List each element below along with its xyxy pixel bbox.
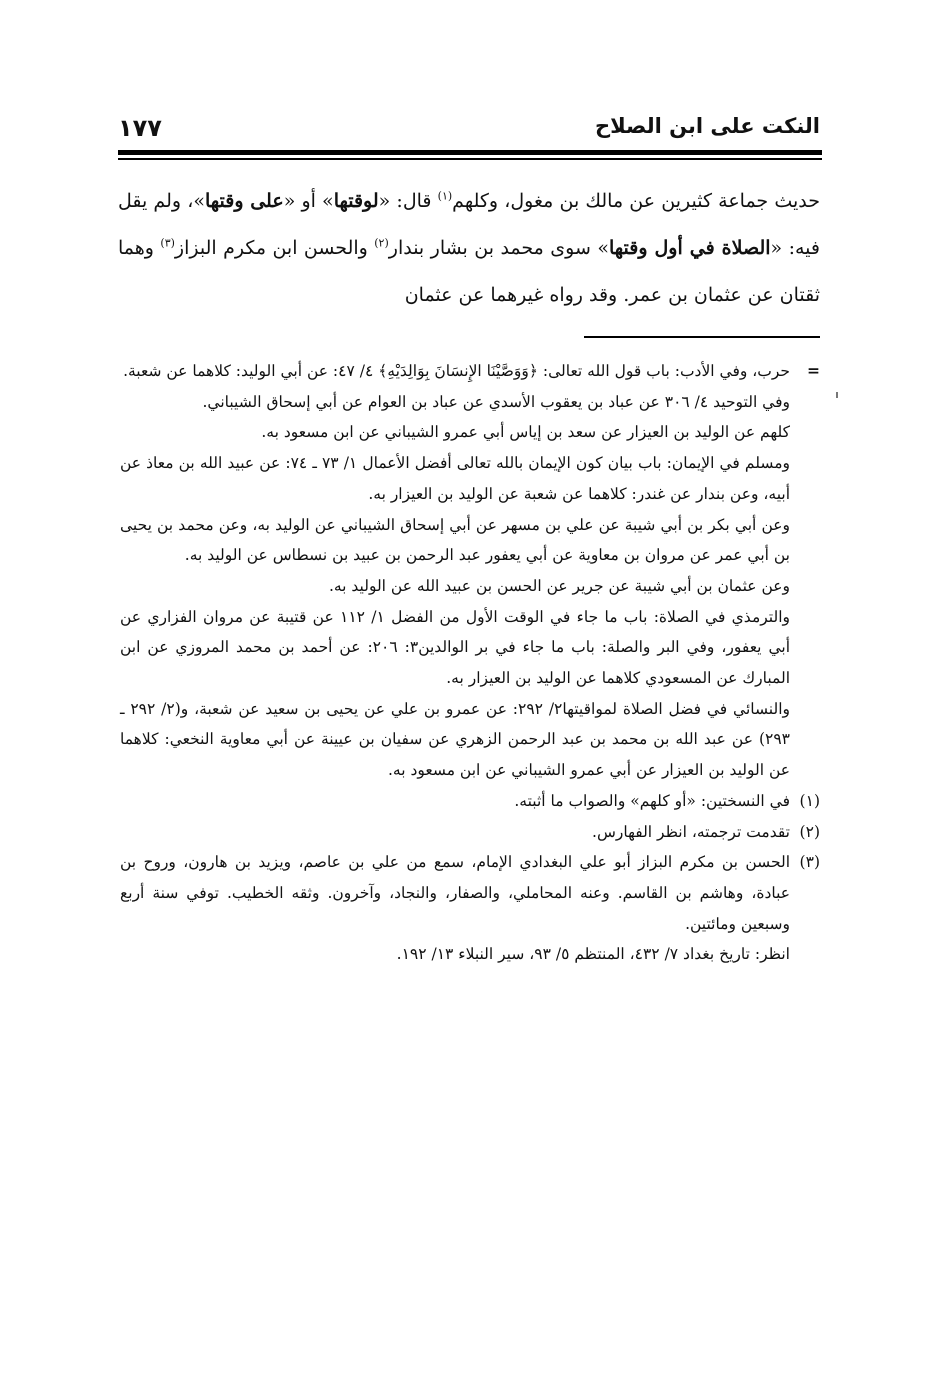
note-paragraph: حرب، وفي الأدب: باب قول الله تعالى: ﴿وَوَصَّيْنَا الإِنسَانَ بِوَالِدَيْهِ﴾ ٤/ ٤٧: عن أبي الوليد: كلاهما عن شعبة. — [123, 362, 790, 380]
main-text-segment: »، ولم يقل فيه: « — [118, 190, 820, 259]
footnote-text: في النسختين: «أو كلهم» والصواب ما أثبته. — [514, 791, 790, 810]
page-header — [118, 108, 820, 148]
note-paragraph: وعن عثمان بن أبي شيبة عن جرير عن الحسن بن عبيد الله عن الوليد به. — [328, 576, 790, 595]
footnote-number: (١) — [799, 791, 820, 810]
reference-list: انظر: تاريخ بغداد ٧/ ٤٣٢، المنتظم ٥/ ٩٣، سير النبلاء ١٣/ ١٩٢. — [396, 945, 790, 964]
footnote-2 — [120, 817, 820, 848]
footnote-text: تقدمت ترجمته، انظر الفهارس. — [592, 822, 790, 841]
main-text-segment: وهما ثقتان عن عثمان بن عمر. وقد رواه غيرهما عن عثمان — [118, 237, 820, 306]
header-rule-thin — [118, 158, 822, 160]
main-text-segment: » سوى محمد بن بشار بندار — [388, 237, 609, 259]
note-paragraph: وعن أبي بكر بن أبي شيبة عن علي بن مسهر عن أبي إسحاق الشيباني عن الوليد به، وعن محمد بن يحيى بن أبي عمر عن مروان بن معاوية عن أبي يعفور عبد الرحمن بن عبيد بن نسطاس عن الوليد به. — [120, 515, 790, 565]
note-paragraph: وفي التوحيد ٤/ ٣٠٦ عن عباد بن يعقوب الأسدي عن عباد بن العوام عن أبي إسحاق الشيباني. — [202, 392, 790, 411]
main-text-segment: والحسن ابن مكرم البزاز — [174, 237, 375, 259]
continuation-mark: = — [807, 361, 820, 380]
main-text-segment: » أو « — [283, 190, 334, 212]
footnote-ref-3[interactable]: (٣) — [160, 236, 175, 250]
footnote-ref-2[interactable]: (٢) — [374, 236, 389, 250]
main-text-segment: قال: « — [378, 190, 438, 212]
footnote-ref-1[interactable]: (١) — [437, 189, 453, 203]
footnotes-area — [120, 356, 820, 970]
footnote-3-references — [120, 939, 820, 970]
continued-footnote — [120, 356, 820, 786]
bold-quote: لوقتها — [333, 190, 379, 212]
footnote-separator — [584, 336, 820, 338]
footnote-3 — [120, 847, 820, 939]
bold-quote: على وقتها — [204, 190, 284, 212]
main-paragraph — [118, 178, 820, 319]
note-paragraph: والترمذي في الصلاة: باب ما جاء في الوقت الأول من الفضل ١/ ١١٢ عن قتيبة عن مروان الفزاري عن أبي يعفور، وفي البر والصلة: باب ما جاء في بر الوالدين٣: ٢٠٦: عن أحمد بن محمد المروزي عن ابن المبارك عن المسعودي كلاهما عن الوليد بن العيزار به. — [120, 607, 790, 688]
scan-mark — [836, 392, 838, 398]
bold-quote: الصلاة في أول وقتها — [608, 237, 771, 259]
running-title: النكت على ابن الصلاح — [594, 114, 820, 138]
header-rule-thick — [118, 150, 822, 155]
footnote-text: الحسن بن مكرم البزاز أبو علي البغدادي الإمام، سمع من علي بن عاصم، ويزيد بن هارون، وروح بن عبادة، وهاشم بن القاسم. وعنه المحاملي، والصفار، والنجاد، وآخرون. وثقه الخطيب. توفي سنة أربع وسبعين ومائتين. — [120, 853, 790, 933]
note-paragraph: كلهم عن الوليد بن العيزار عن سعد بن إياس أبي عمرو الشيباني عن ابن مسعود به. — [261, 423, 790, 442]
footnote-number: (٢) — [799, 822, 820, 841]
footnote-number: (٣) — [799, 853, 820, 872]
page-number: ١٧٧ — [118, 114, 162, 142]
note-paragraph: والنسائي في فضل الصلاة لمواقيتها٢/ ٢٩٢: عن عمرو بن علي عن يحيى بن سعيد عن شعبة، و(٢/ ٢٩٢ ـ ٢٩٣) عن عبد الله بن محمد بن عبد الرحمن الزهري عن سفيان بن عيينة عن أبي معاوية النخعي: كلاهما عن الوليد بن العيزار عن أبي عمرو الشيباني عن ابن مسعود به. — [120, 699, 790, 780]
footnote-1 — [120, 786, 820, 817]
main-text-segment: حديث جماعة كثيرين عن مالك بن مغول، وكلهم — [452, 190, 820, 212]
note-paragraph: ومسلم في الإيمان: باب بيان كون الإيمان بالله تعالى أفضل الأعمال ١/ ٧٣ ـ ٧٤: عن عبيد الله بن معاذ عن أبيه، وعن بندار عن غندر: كلاهما عن شعبة عن الوليد بن العيزار به. — [120, 454, 790, 503]
